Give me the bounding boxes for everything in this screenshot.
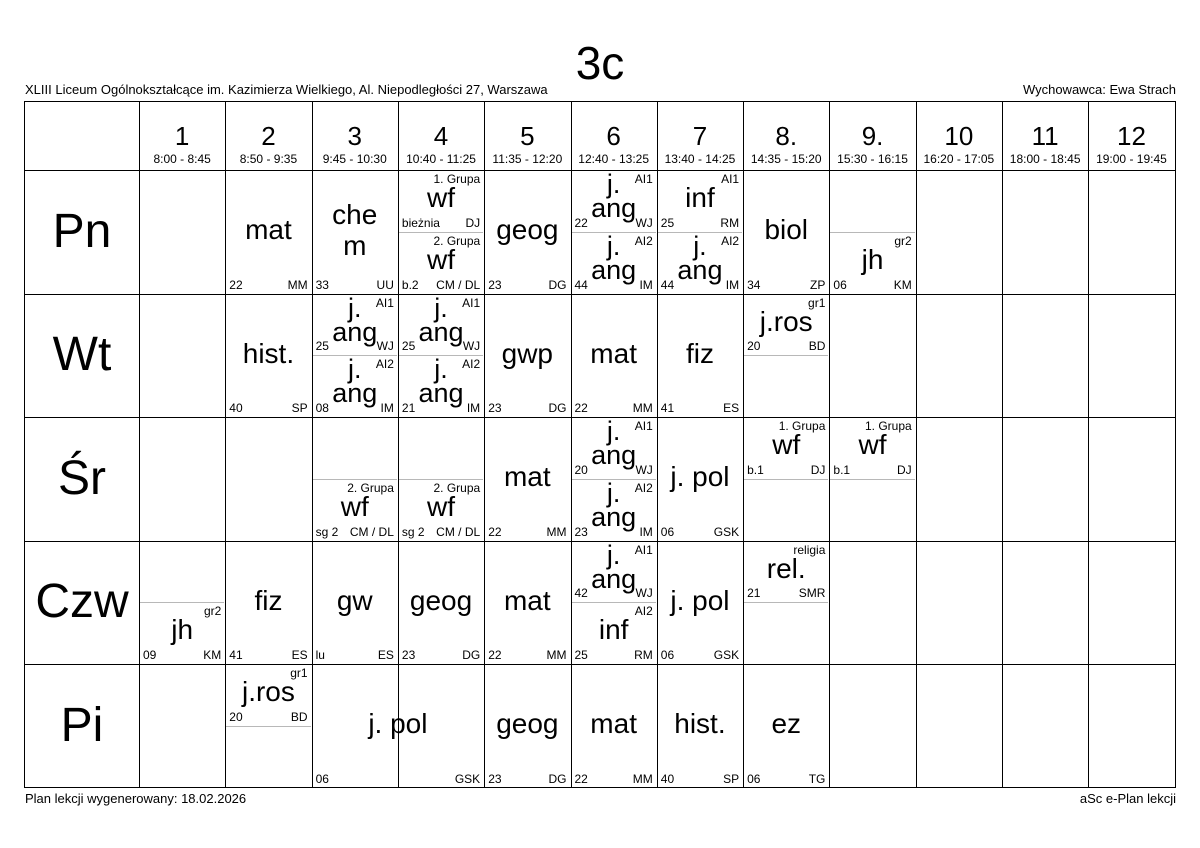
group-divider	[572, 602, 656, 603]
lesson-cell[interactable]	[657, 294, 743, 418]
lesson-cell[interactable]	[743, 294, 829, 356]
lesson-room: 22	[574, 215, 588, 230]
lesson-subject: j. ang	[418, 355, 464, 409]
lesson-room: 06	[747, 771, 761, 786]
period-time: 14:35 - 15:20	[750, 152, 822, 166]
lesson-cell[interactable]	[743, 417, 829, 479]
lesson-cell[interactable]	[657, 170, 743, 232]
lesson-group: AI1	[634, 542, 653, 557]
period-number: 9.	[861, 121, 884, 151]
lesson-cell[interactable]	[571, 479, 657, 541]
lesson-cell[interactable]	[484, 417, 570, 541]
day-label: Czw	[35, 575, 129, 629]
lesson-teacher: RM	[634, 648, 653, 662]
lesson-subject: j.ros	[241, 676, 295, 707]
period-time: 13:40 - 14:25	[664, 152, 736, 166]
lesson-teacher: CM / DL	[436, 277, 481, 292]
lesson-cell[interactable]	[571, 294, 657, 418]
lesson-cell[interactable]	[571, 541, 657, 603]
lesson-room: 09	[143, 648, 157, 662]
period-time: 16:20 - 17:05	[923, 152, 995, 166]
lesson-subject: geog	[496, 708, 559, 740]
lesson-subject: mat	[503, 461, 551, 493]
lesson-subject: rel.	[766, 552, 806, 584]
lesson-subject: wf	[427, 490, 456, 522]
lesson-teacher: IM	[380, 401, 394, 415]
lesson-group: 2. Grupa	[433, 233, 481, 248]
lesson-teacher: MM	[632, 771, 653, 786]
lesson-cell[interactable]	[829, 417, 915, 479]
group-divider	[658, 232, 742, 233]
lesson-subject: j. pol	[368, 708, 428, 740]
lesson-subject: fiz	[685, 337, 714, 369]
period-number: 5	[520, 121, 535, 151]
lesson-teacher: SP	[291, 401, 308, 415]
period-time: 11:35 - 12:20	[492, 152, 563, 166]
lesson-teacher: SP	[723, 771, 740, 786]
lesson-subject: jh	[861, 243, 884, 275]
lesson-cell[interactable]	[484, 664, 570, 788]
lesson-room: 22	[229, 277, 243, 292]
lesson-room: 41	[660, 401, 675, 415]
lesson-subject: fiz	[254, 584, 283, 616]
lesson-subject: j. pol	[670, 461, 730, 493]
lesson-cell[interactable]	[829, 232, 915, 294]
lesson-room: 06	[660, 648, 675, 662]
lesson-teacher: DG	[548, 401, 567, 415]
lesson-room: 23	[488, 277, 502, 292]
lesson-room: lu	[315, 648, 325, 662]
lesson-teacher: MM	[546, 648, 567, 662]
lesson-room: 44	[574, 277, 588, 292]
column-divider	[1002, 102, 1003, 787]
lesson-cell[interactable]	[312, 294, 398, 356]
lesson-teacher: GSK	[713, 648, 740, 662]
lesson-room: 08	[315, 401, 329, 415]
lesson-subject: wf	[858, 429, 887, 460]
lesson-group: AI1	[462, 295, 481, 310]
lesson-cell[interactable]	[312, 170, 398, 294]
lesson-teacher: DG	[548, 771, 567, 786]
lesson-subject: che m	[332, 198, 378, 261]
lesson-subject: inf	[598, 614, 629, 646]
lesson-room: b.1	[747, 462, 764, 477]
period-number: 1	[174, 121, 190, 151]
form-teacher: Wychowawca: Ewa Strach	[1022, 82, 1176, 97]
period-number: 4	[433, 121, 449, 151]
lesson-cell[interactable]	[312, 664, 485, 788]
lesson-cell[interactable]	[225, 541, 311, 665]
lesson-group: AI2	[462, 357, 481, 372]
lesson-subject: inf	[685, 182, 715, 213]
lesson-teacher: DJ	[897, 462, 912, 477]
lesson-group: 1. Grupa	[778, 419, 826, 433]
period-time: 8:00 - 8:45	[153, 152, 211, 166]
lesson-cell[interactable]	[657, 664, 743, 788]
lesson-subject: hist.	[242, 337, 295, 369]
lesson-cell[interactable]	[743, 664, 829, 788]
lesson-room: 22	[574, 401, 588, 415]
lesson-teacher: MM	[632, 401, 653, 415]
group-divider	[313, 355, 397, 356]
lesson-subject: j. ang	[591, 417, 637, 470]
lesson-subject: jh	[171, 614, 194, 646]
lesson-group: gr2	[203, 604, 222, 619]
lesson-group: AI1	[375, 295, 394, 310]
lesson-teacher: DG	[462, 648, 481, 662]
lesson-cell[interactable]	[312, 355, 398, 417]
lesson-group: AI2	[634, 233, 653, 248]
software-brand: aSc e-Plan lekcji	[1079, 791, 1176, 806]
group-divider	[572, 479, 656, 480]
lesson-teacher: RM	[720, 215, 740, 230]
lesson-subject: j.ros	[759, 305, 813, 337]
lesson-subject: mat	[590, 708, 637, 740]
lesson-cell[interactable]	[312, 541, 398, 665]
period-time: 9:45 - 10:30	[322, 152, 387, 166]
lesson-cell[interactable]	[571, 602, 657, 664]
timetable-grid	[24, 101, 1176, 788]
group-divider	[399, 355, 483, 356]
lesson-room: 40	[660, 771, 675, 786]
lesson-cell[interactable]	[398, 170, 484, 232]
lesson-room: 20	[229, 709, 243, 724]
lesson-room: 40	[229, 401, 243, 415]
lesson-room: 25	[660, 215, 675, 230]
group-divider	[399, 479, 483, 480]
lesson-room: sg 2	[315, 524, 339, 539]
lesson-subject: geog	[496, 214, 559, 246]
lesson-teacher: DJ	[465, 215, 481, 230]
period-number: 6	[606, 121, 621, 151]
lesson-group: AI2	[634, 604, 653, 619]
class-title: 3c	[575, 37, 625, 89]
lesson-cell[interactable]	[225, 170, 311, 294]
period-number: 10	[944, 121, 974, 151]
group-divider	[399, 232, 483, 233]
lesson-subject: j. ang	[591, 231, 637, 285]
lesson-cell[interactable]	[225, 294, 311, 418]
group-divider	[744, 355, 828, 356]
lesson-subject: j. ang	[332, 355, 378, 409]
lesson-room: 23	[401, 648, 416, 662]
lesson-group: AI1	[634, 419, 653, 433]
lesson-subject: j. pol	[670, 584, 730, 616]
lesson-cell[interactable]	[484, 541, 570, 665]
lesson-subject: j. ang	[591, 540, 637, 594]
lesson-room: b.1	[833, 462, 851, 477]
lesson-teacher: MM	[287, 277, 308, 292]
lesson-room: 22	[488, 648, 502, 662]
lesson-room: 23	[488, 401, 502, 415]
lesson-cell[interactable]	[398, 232, 484, 294]
lesson-teacher: IM	[639, 277, 653, 292]
lesson-cell[interactable]	[398, 479, 484, 541]
lesson-subject: j. ang	[591, 170, 637, 223]
lesson-cell[interactable]	[571, 664, 657, 788]
lesson-room: 33	[315, 277, 329, 292]
lesson-room: 20	[747, 339, 761, 354]
lesson-group: gr2	[894, 233, 912, 248]
lesson-cell[interactable]	[571, 417, 657, 479]
lesson-subject: j. ang	[677, 231, 723, 285]
lesson-subject: j. ang	[418, 293, 464, 347]
lesson-teacher: UU	[376, 277, 394, 292]
lesson-cell[interactable]	[312, 479, 398, 541]
lesson-group: AI2	[721, 233, 740, 248]
lesson-subject: geog	[409, 584, 473, 616]
lesson-group: AI2	[634, 480, 653, 495]
lesson-teacher: SMR	[798, 586, 826, 601]
period-time: 15:30 - 16:15	[837, 152, 908, 166]
lesson-teacher: CM / DL	[349, 524, 394, 539]
day-label: Pi	[60, 698, 104, 752]
lesson-subject: j. ang	[332, 293, 378, 347]
lesson-cell[interactable]	[398, 355, 484, 417]
lesson-room: 06	[833, 277, 847, 292]
lesson-subject: wf	[427, 182, 456, 213]
lesson-cell[interactable]	[484, 294, 570, 418]
lesson-cell[interactable]	[657, 541, 743, 665]
lesson-room: 42	[574, 586, 588, 601]
lesson-teacher: DG	[548, 277, 567, 292]
lesson-teacher: GSK	[454, 771, 481, 786]
lesson-teacher: MM	[546, 524, 567, 539]
lesson-teacher: GSK	[713, 524, 740, 539]
lesson-room: b.2	[401, 277, 419, 292]
lesson-subject: wf	[427, 243, 456, 275]
group-divider	[830, 479, 914, 480]
lesson-cell[interactable]	[139, 602, 225, 664]
lesson-room: 22	[488, 524, 502, 539]
lesson-cell[interactable]	[484, 170, 570, 294]
group-divider	[572, 232, 656, 233]
lesson-subject: gwp	[501, 337, 554, 369]
lesson-subject: mat	[590, 337, 637, 369]
period-time: 18:00 - 18:45	[1009, 152, 1081, 166]
generated-date: Plan lekcji wygenerowany: 18.02.2026	[25, 791, 247, 806]
period-time: 19:00 - 19:45	[1096, 152, 1167, 166]
lesson-room: 25	[315, 339, 329, 354]
day-label: Śr	[58, 451, 106, 505]
lesson-room: 21	[747, 586, 761, 601]
lesson-room: 25	[574, 648, 588, 662]
lesson-room: 25	[401, 339, 416, 354]
lesson-subject: mat	[503, 584, 551, 616]
period-number: 11	[1031, 121, 1059, 151]
lesson-cell[interactable]	[398, 294, 484, 356]
lesson-teacher: BD	[290, 709, 308, 724]
lesson-teacher: IM	[466, 401, 481, 415]
lesson-subject: mat	[245, 214, 292, 246]
day-label: Wt	[52, 328, 112, 382]
column-divider	[139, 102, 140, 787]
lesson-cell[interactable]	[225, 664, 311, 726]
period-time: 12:40 - 13:25	[578, 152, 650, 166]
column-divider	[916, 102, 917, 787]
lesson-subject: j. ang	[591, 478, 637, 532]
column-divider	[1088, 102, 1089, 787]
lesson-teacher: KM	[203, 648, 222, 662]
lesson-group: AI1	[721, 172, 740, 186]
lesson-teacher: WJ	[462, 339, 481, 354]
school-name: XLIII Liceum Ogólnokształcące im. Kazimierza Wielkiego, Al. Niepodległości 27, Warszawa	[25, 82, 548, 97]
lesson-cell[interactable]	[743, 170, 829, 294]
lesson-teacher: WJ	[635, 462, 653, 477]
period-time: 10:40 - 11:25	[406, 152, 476, 166]
lesson-room: 06	[315, 771, 329, 786]
lesson-subject: wf	[340, 490, 369, 522]
lesson-teacher: ES	[291, 648, 308, 662]
group-divider	[744, 602, 828, 603]
group-divider	[140, 602, 224, 603]
lesson-subject: hist.	[674, 708, 726, 740]
lesson-room: sg 2	[401, 524, 425, 539]
period-number: 8.	[775, 121, 798, 151]
period-number: 7	[692, 121, 708, 151]
lesson-teacher: KM	[893, 277, 912, 292]
lesson-cell[interactable]	[657, 417, 743, 541]
lesson-group: gr1	[290, 666, 308, 680]
lesson-group: AI1	[634, 172, 653, 186]
lesson-teacher: DJ	[810, 462, 826, 477]
lesson-cell[interactable]	[571, 170, 657, 232]
lesson-group: religia	[793, 542, 826, 557]
lesson-subject: wf	[772, 429, 801, 460]
lesson-room: 23	[574, 524, 588, 539]
lesson-teacher: IM	[725, 277, 740, 292]
lesson-room: 41	[229, 648, 243, 662]
lesson-teacher: IM	[639, 524, 653, 539]
lesson-teacher: CM / DL	[436, 524, 481, 539]
lesson-teacher: WJ	[376, 339, 394, 354]
lesson-cell[interactable]	[743, 541, 829, 603]
period-time: 8:50 - 9:35	[239, 152, 298, 166]
lesson-group: 2. Grupa	[433, 480, 481, 495]
lesson-subject: biol	[764, 214, 809, 246]
lesson-room: bieżnia	[401, 215, 440, 230]
lesson-teacher: WJ	[635, 215, 653, 230]
lesson-room: 22	[574, 771, 588, 786]
lesson-teacher: BD	[808, 339, 826, 354]
lesson-room: 34	[747, 277, 761, 292]
lesson-teacher: TG	[808, 771, 826, 786]
lesson-teacher: ZP	[810, 277, 826, 292]
lesson-group: 1. Grupa	[864, 419, 912, 433]
lesson-group: 1. Grupa	[433, 172, 481, 186]
lesson-room: 06	[660, 524, 675, 539]
lesson-subject: gw	[336, 584, 373, 616]
group-divider	[226, 726, 310, 727]
lesson-teacher: WJ	[635, 586, 653, 601]
lesson-cell[interactable]	[398, 541, 484, 665]
lesson-room: 21	[401, 401, 416, 415]
lesson-group: gr1	[808, 295, 826, 310]
group-divider	[313, 479, 397, 480]
period-number: 2	[261, 121, 276, 151]
lesson-subject: ez	[771, 708, 802, 740]
lesson-cell[interactable]	[657, 232, 743, 294]
group-divider	[744, 479, 828, 480]
lesson-group: 2. Grupa	[347, 480, 394, 495]
group-divider	[830, 232, 914, 233]
lesson-teacher: ES	[723, 401, 740, 415]
lesson-room: 20	[574, 462, 588, 477]
lesson-room: 23	[488, 771, 502, 786]
lesson-room: 44	[660, 277, 675, 292]
day-label: Pn	[52, 204, 112, 258]
period-number: 12	[1116, 121, 1146, 151]
lesson-cell[interactable]	[571, 232, 657, 294]
period-number: 3	[347, 121, 362, 151]
lesson-teacher: ES	[377, 648, 394, 662]
lesson-group: AI2	[375, 357, 394, 372]
